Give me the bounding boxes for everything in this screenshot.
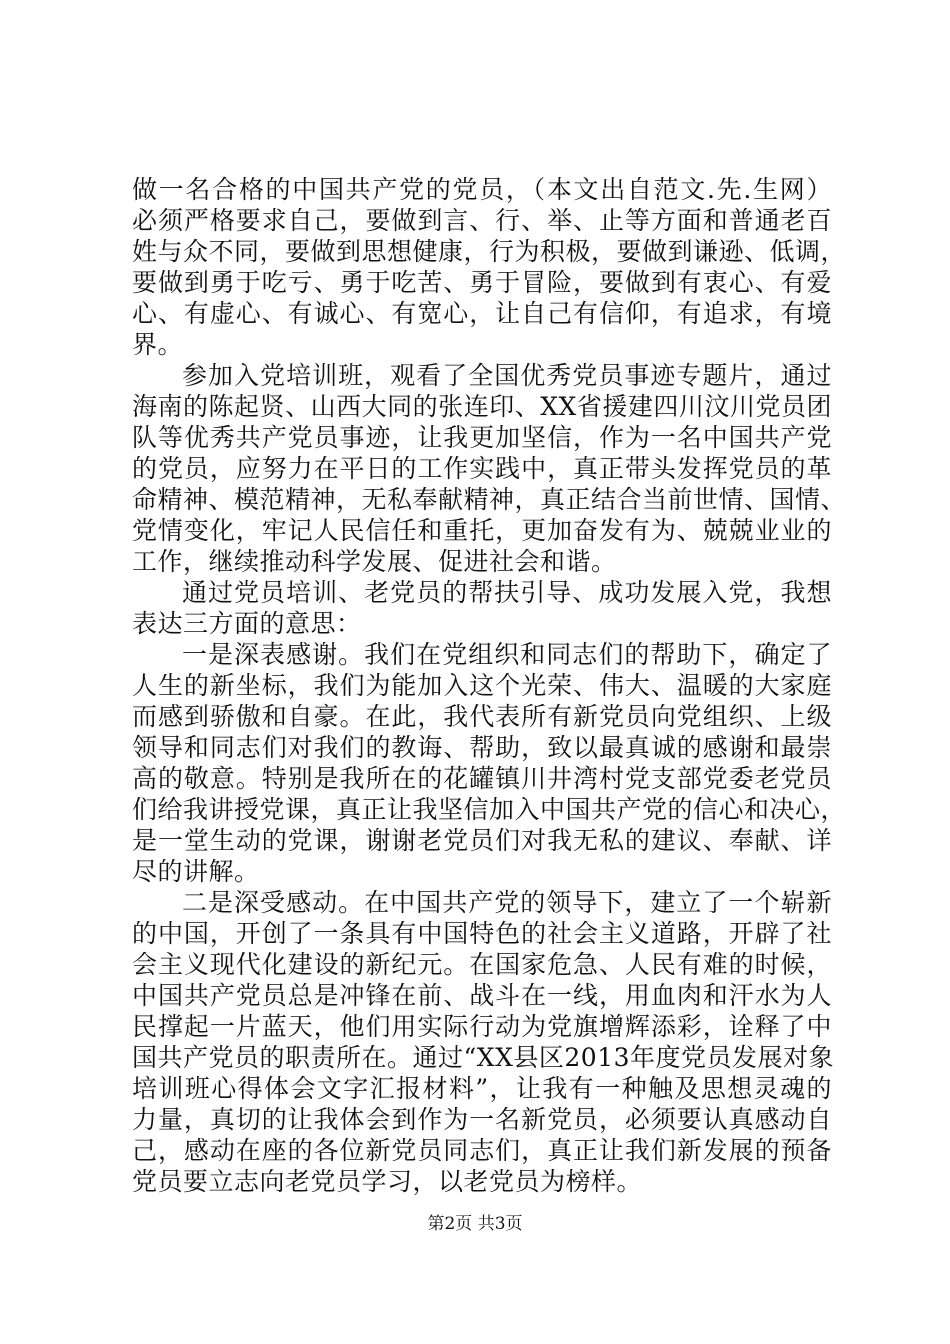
text-line: 参加入党培训班，观看了全国优秀党员事迹专题片，通过 [182, 361, 832, 390]
text-line: 表达三方面的意思： [132, 609, 362, 638]
text-line: 的中国，开创了一条具有中国特色的社会主义道路，开辟了社 [132, 919, 832, 948]
text-line: 队等优秀共产党员事迹，让我更加坚信，作为一名中国共产党 [132, 423, 832, 452]
text-line: 中国共产党员总是冲锋在前、战斗在一线，用血肉和汗水为人 [132, 981, 832, 1010]
text-line: 党员要立志向老党员学习，以老党员为榜样。 [132, 1167, 643, 1196]
text-line: 通过党员培训、老党员的帮扶引导、成功发展入党，我想 [182, 578, 832, 607]
text-line: 一是深表感谢。我们在党组织和同志们的帮助下，确定了 [182, 640, 832, 669]
text-line: 领导和同志们对我们的教诲、帮助，致以最真诚的感谢和最崇 [132, 733, 832, 762]
text-line: 己，感动在座的各位新党员同志们，真正让我们新发展的预备 [132, 1136, 832, 1165]
text-line: 们给我讲授党课，真正让我坚信加入中国共产党的信心和决心， [132, 795, 847, 824]
text-line: 工作，继续推动科学发展、促进社会和谐。 [132, 547, 617, 576]
text-line: 姓与众不同，要做到思想健康，行为积极，要做到谦逊、低调， [132, 237, 847, 266]
text-line: 人生的新坐标，我们为能加入这个光荣、伟大、温暖的大家庭 [132, 671, 832, 700]
text-line: 二是深受感动。在中国共产党的领导下，建立了一个崭新 [182, 888, 832, 917]
text-line: 必须严格要求自己，要做到言、行、举、止等方面和普通老百 [132, 206, 832, 235]
text-line: 要做到勇于吃亏、勇于吃苦、勇于冒险，要做到有衷心、有爱 [132, 268, 832, 297]
text-line: 界。 [132, 330, 184, 359]
text-line: 命精神、模范精神，无私奉献精神，真正结合当前世情、国情、 [132, 485, 847, 514]
body-text [132, 174, 847, 1197]
text-line: 会主义现代化建设的新纪元。在国家危急、人民有难的时候， [132, 950, 832, 979]
text-line: 高的敬意。特别是我所在的花罐镇川井湾村党支部党委老党员 [132, 764, 832, 793]
text-line: 是一堂生动的党课，谢谢老党员们对我无私的建议、奉献、详 [132, 826, 832, 855]
text-line: 的党员，应努力在平日的工作实践中，真正带头发挥党员的革 [132, 454, 832, 483]
text-line: 民撑起一片蓝天，他们用实际行动为党旗增辉添彩，诠释了中 [132, 1012, 832, 1041]
text-line: 海南的陈起贤、山西大同的张连印、XX省援建四川汶川党员团 [132, 392, 832, 421]
page-footer: 第2页 共3页 [427, 1214, 523, 1234]
text-line: 力量，真切的让我体会到作为一名新党员，必须要认真感动自 [132, 1105, 832, 1134]
text-line: 国共产党员的职责所在。通过“XX县区2013年度党员发展对象 [132, 1043, 835, 1072]
text-line: 而感到骄傲和自豪。在此，我代表所有新党员向党组织、上级 [132, 702, 832, 731]
text-line: 心、有虚心、有诚心、有宽心，让自己有信仰，有追求，有境 [132, 299, 832, 328]
text-line: 做一名合格的中国共产党的党员，（本文出自范文.先.生网） [132, 175, 832, 204]
text-line: 培训班心得体会文字汇报材料”，让我有一种触及思想灵魂的 [132, 1074, 832, 1103]
text-line: 尽的讲解。 [132, 857, 260, 886]
text-line: 党情变化，牢记人民信任和重托，更加奋发有为、兢兢业业的 [132, 516, 832, 545]
